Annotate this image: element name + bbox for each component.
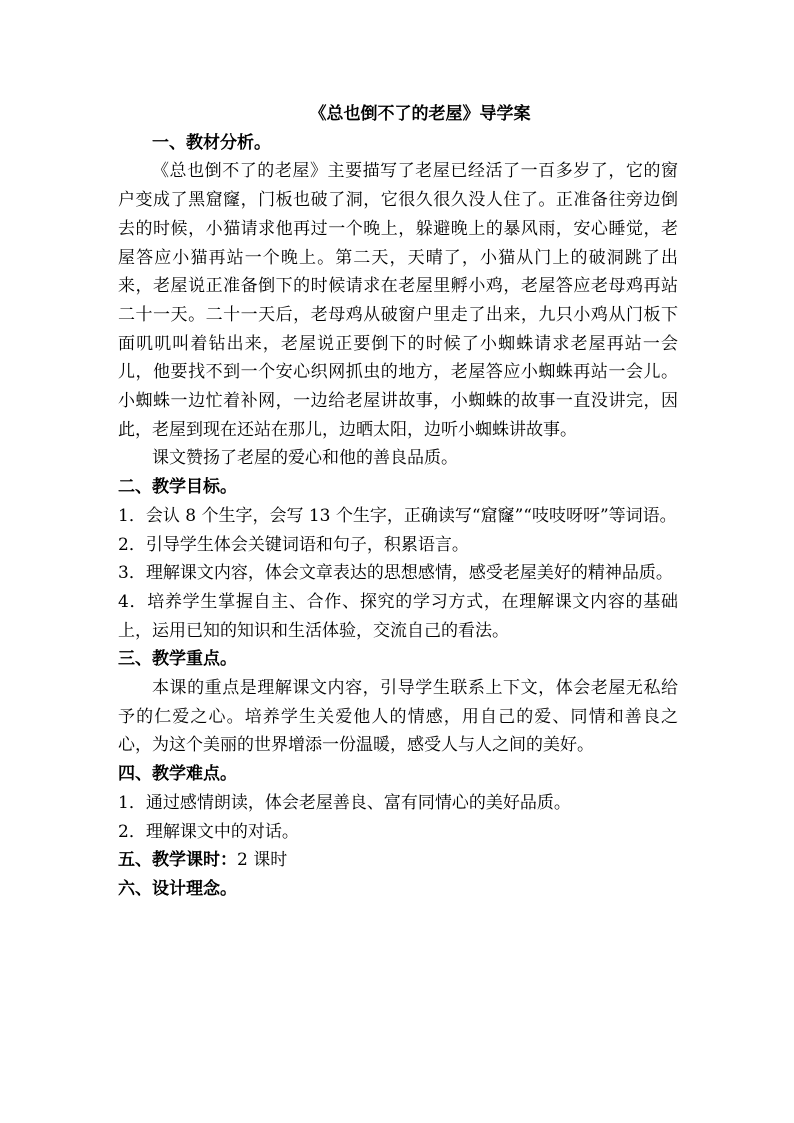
section-heading-analysis: 一、教材分析。 xyxy=(152,132,271,153)
document-content xyxy=(118,100,678,904)
section-heading-design-concept: 六、设计理念。 xyxy=(118,878,237,899)
goal-item: 3．理解课文内容，体会文章表达的思想感情，感受老屋美好的精神品质。 xyxy=(118,563,673,584)
section-class-hours xyxy=(118,846,678,875)
analysis-paragraph-summary: 《总也倒不了的老屋》主要描写了老屋已经活了一百多岁了，它的窗户变成了黑窟窿，门板也破了洞，它很久很久没人住了。正准备往旁边倒去的时候，小猫请求他再过一个晚上，躲避晚上的暴风雨，安心睡觉，老屋答应小猫再站一个晚上。第二天，天晴了，小猫从门上的破洞跳了出来，老屋说正准备倒下的时候请求在老屋里孵小鸡，老屋答应老母鸡再站二十一天。二十一天后，老母鸡从破窗户里走了出来，九只小鸡从门板下面叽叽叫着钻出来，老屋说正要倒下的时候了小蜘蛛请求老屋再站一会儿，他要找不到一个安心织网抓虫的地方，老屋答应小蜘蛛再站一会儿。小蜘蛛一边忙着补网，一边给老屋讲故事，小蜘蛛的故事一直没讲完，因此，老屋到现在还站在那儿，边晒太阳，边听小蜘蛛讲故事。 xyxy=(118,161,678,440)
goal-item: 4．培养学生掌握自主、合作、探究的学习方式，在理解课文内容的基础上，运用已知的知识和生活体验，交流自己的看法。 xyxy=(118,591,678,641)
section-heading-goals: 二、教学目标。 xyxy=(118,477,237,498)
difficulty-item: 2．理解课文中的对话。 xyxy=(118,821,299,842)
goal-item: 1．会认 8 个生字，会写 13 个生字，正确读写“窟窿”“吱吱呀呀”等词语。 xyxy=(118,505,677,526)
section-heading-difficulties: 四、教学难点。 xyxy=(118,764,237,785)
document-title: 《总也倒不了的老屋》导学案 xyxy=(309,104,531,124)
difficulty-item: 1．通过感情朗读，体会老屋善良、富有同情心的美好品质。 xyxy=(118,792,571,813)
analysis-paragraph-theme: 课文赞扬了老屋的爱心和他的善良品质。 xyxy=(152,448,458,469)
class-hours-value: 2 课时 xyxy=(237,850,288,871)
section-heading-key-points: 三、教学重点。 xyxy=(118,649,237,670)
key-points-paragraph: 本课的重点是理解课文内容，引导学生联系上下文，体会老屋无私给予的仁爱之心。培养学生关爱他人的情感，用自己的爱、同情和善良之心，为这个美丽的世界增添一份温暖，感受人与人之间的美好。 xyxy=(118,678,678,756)
goal-item: 2．引导学生体会关键词语和句子，积累语言。 xyxy=(118,534,469,555)
class-hours-label: 五、教学课时： xyxy=(118,850,237,871)
